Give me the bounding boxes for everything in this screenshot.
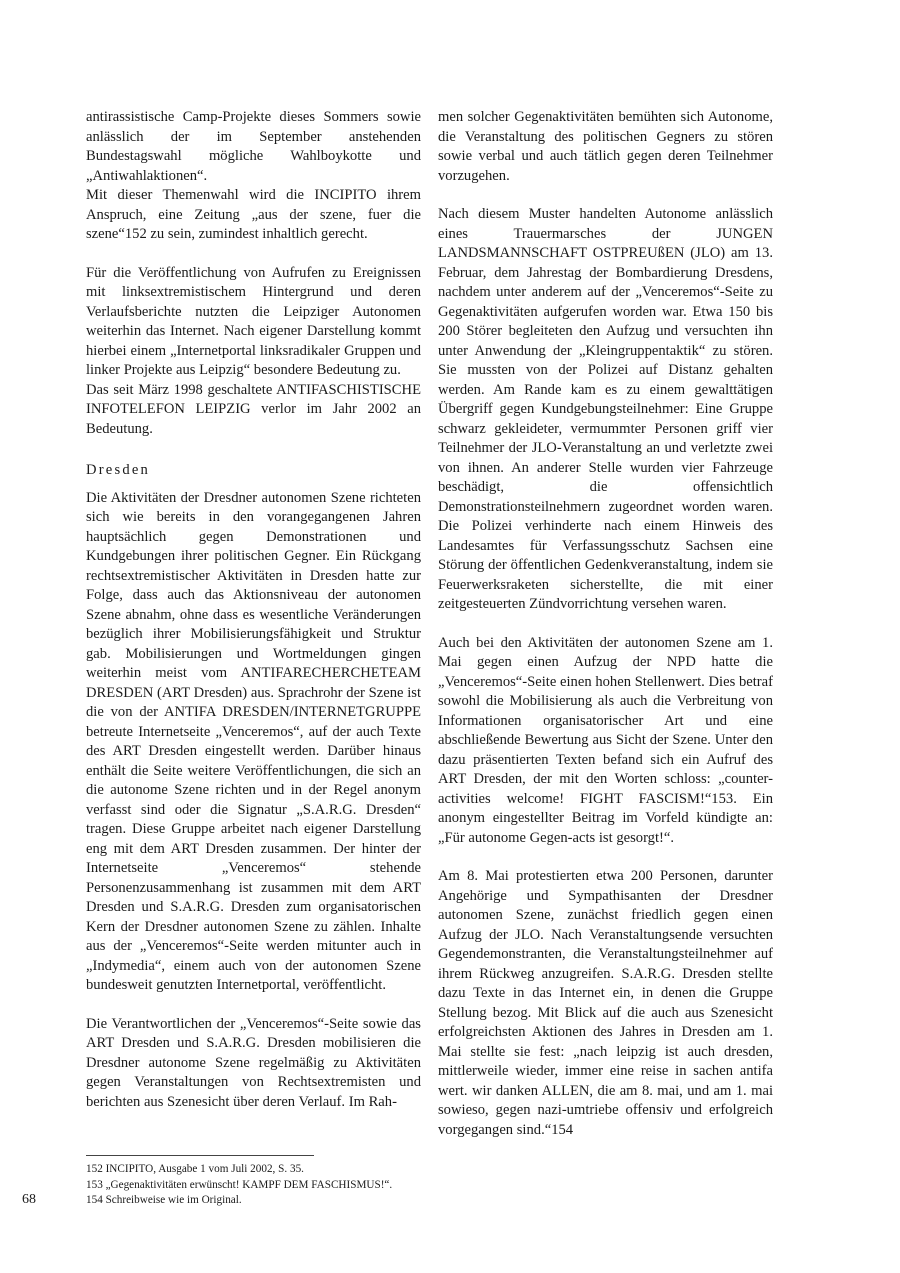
footnote-divider bbox=[86, 1155, 314, 1156]
footnote: 153 „Gegenaktivitäten erwünscht! KAMPF DEM FASCHISMUS!“. bbox=[86, 1178, 393, 1191]
paragraph: antirassistische Camp-Projekte dieses Sommers sowie anlässlich der im September anstehenden Bundestagswahl mögliche Wahlboykotte und „Antiwahlaktionen“. bbox=[86, 109, 421, 184]
footnote: 154 Schreibweise wie im Original. bbox=[86, 1194, 242, 1206]
left-column bbox=[86, 108, 421, 1112]
footnotes bbox=[86, 1162, 506, 1209]
page-number: 68 bbox=[22, 1192, 36, 1207]
paragraph: Mit dieser Themenwahl wird die INCIPITO ihrem Anspruch, eine Zeitung „aus der szene, fuer die szene“152 zu sein, zumindest inhaltlich gerecht. bbox=[86, 187, 421, 242]
section-heading: Dresden bbox=[86, 462, 151, 478]
paragraph: Die Aktivitäten der Dresdner autonomen Szene richteten sich wie bereits in den vorangegangenen Jahren hauptsächlich gegen Demonstrationen und Kundgebungen ihrer politischen Gegner. Ein Rückgang rechtsextremistischer Aktivitäten in Dresden hatte zur Folge, dass auch das Aktionsniveau der autonomen Szene abnahm, ohne dass es wesentliche Veränderungen bezüglich ihrer Mobilisierungsfähigkeit und Struktur gab. Mobilisierungen und Wortmeldungen gingen weiterhin meist vom ANTIFARECHERCHETEAM DRESDEN (ART Dresden) aus. Sprachrohr der Szene ist die von der ANTIFA DRESDEN/INTERNETGRUPPE betreute Internetseite „Venceremos“, auf der auch Texte des ART Dresden eingestellt werden. Darüber hinaus enthält die Seite weitere Veröffentlichungen, die sich an die autonome Szene richten und in der Regel anonym verfasst sind oder die Signatur „S.A.R.G. Dresden“ tragen. Diese Gruppe arbeitet nach eigener Darstellung eng mit dem ART Dresden zusammen. Der hinter der Internetseite „Venceremos“ stehende Personenzusammenhang ist zusammen mit dem ART Dresden und S.A.R.G. Dresden zum organisatorischen Kern der Dresdner autonomen Szene zu zählen. Inhalte aus der „Venceremos“-Seite werden mitunter auch in „Indymedia“, einem auch von der autonomen Szene bundesweit genutzten Internetportal, veröffentlicht. bbox=[86, 489, 421, 993]
paragraph: Für die Veröffentlichung von Aufrufen zu Ereignissen mit linksextremistischem Hintergrund und deren Verlaufsberichte nutzten die Leipziger Autonomen weiterhin das Internet. Nach eigener Darstellung kommt hierbei einem „Internetportal linksradikaler Gruppen und linker Projekte aus Leipzig“ besondere Bedeutung zu. bbox=[86, 264, 421, 378]
paragraph: Die Verantwortlichen der „Venceremos“-Seite sowie das ART Dresden und S.A.R.G. Dresden mobilisieren die Dresdner autonome Szene regelmäßig zu Aktivitäten gegen Veranstaltungen von Rechtsextremisten und berichten aus Szenesicht über deren Verlauf. Im Rah- bbox=[86, 1015, 421, 1110]
paragraph: Das seit März 1998 geschaltete ANTIFASCHISTISCHE INFOTELEFON LEIPZIG verlor im Jahr 2002 an Bedeutung. bbox=[86, 381, 421, 437]
paragraph: men solcher Gegenaktivitäten bemühten sich Autonome, die Veranstaltung des politischen Gegners zu stören sowie verbal und auch tätlich gegen deren Teilnehmer vorzugehen. bbox=[438, 109, 773, 184]
paragraph: Am 8. Mai protestierten etwa 200 Personen, darunter Angehörige und Sympathisanten der Dresdner autonomen Szene, zunächst friedlich gegen einen Aufzug der JLO. Nach Veranstaltungsende versuchten Gegendemonstranten, die Veranstaltungsteilnehmer auf ihrem Rückweg anzugreifen. S.A.R.G. Dresden stellte dazu Texte in das Internet ein, in denen die Gruppe Stellung bezog. Mit Blick auf die auch aus Szenesicht erfolgreichsten Aktionen des Jahres in Dresden am 1. Mai stellte sie fest: „nach leipzig ist auch dresden, mittlerweile wieder, immer eine reise in sachen antifa wert. wir danken ALLEN, die am 8. mai, und am 1. mai sowieso, gegen nazi-umtriebe offensiv und erfolgreich vorgegangen sind.“154 bbox=[438, 868, 773, 1138]
footnote: 152 INCIPITO, Ausgabe 1 vom Juli 2002, S. 35. bbox=[86, 1163, 304, 1175]
paragraph: Nach diesem Muster handelten Autonome anlässlich eines Trauermarsches der JUNGEN LANDSMANNSCHAFT OSTPREUßEN (JLO) am 13. Februar, dem Jahrestag der Bombardierung Dresdens, nachdem unter anderem auf der „Venceremos“-Seite zu Gegenaktivitäten aufgerufen worden war. Etwa 150 bis 200 Störer begleiteten den Aufzug und versuchten ihn unter Anwendung der „Kleingruppentaktik“ zu stören. Sie mussten von der Polizei auf Distanz gehalten werden. Am Rande kam es zu einem gewalttätigen Übergriff gegen Kundgebungsteilnehmer: Eine Gruppe schwarz gekleideter, vermummter Personen griff vier Teilnehmer der JLO-Veranstaltung an und verletzte zwei von ihnen. An anderer Stelle wurden vier Fahrzeuge beschädigt, die offensichtlich Demonstrationsteilnehmern zugeordnet worden waren. Die Polizei verhinderte nach einem Hinweis des Landesamtes für Verfassungsschutz Sachsen eine Störung der öffentlichen Gedenkveranstaltung, indem sie Feuerwerksraketen sicherstellte, die mit einer zeitgesteuerten Zündvorrichtung versehen waren. bbox=[438, 206, 773, 612]
paragraph: Auch bei den Aktivitäten der autonomen Szene am 1. Mai gegen einen Aufzug der NPD hatte die „Venceremos“-Seite einen hohen Stellenwert. Dies betraf sowohl die Mobilisierung als auch die Verbreitung von Informationen organisatorischer Art und eine abschließende Bewertung aus Sicht der Szene. Unter den dazu präsentierten Texten befand sich ein Aufruf des ART Dresden, der mit den Worten schloss: „counter-activities welcome! FIGHT FASCISM!“153. Ein anonym eingestellter Beitrag im Vorfeld kündigte an: „Für autonome Gegen-acts ist gesorgt!“. bbox=[438, 634, 773, 846]
right-column bbox=[438, 108, 773, 1140]
